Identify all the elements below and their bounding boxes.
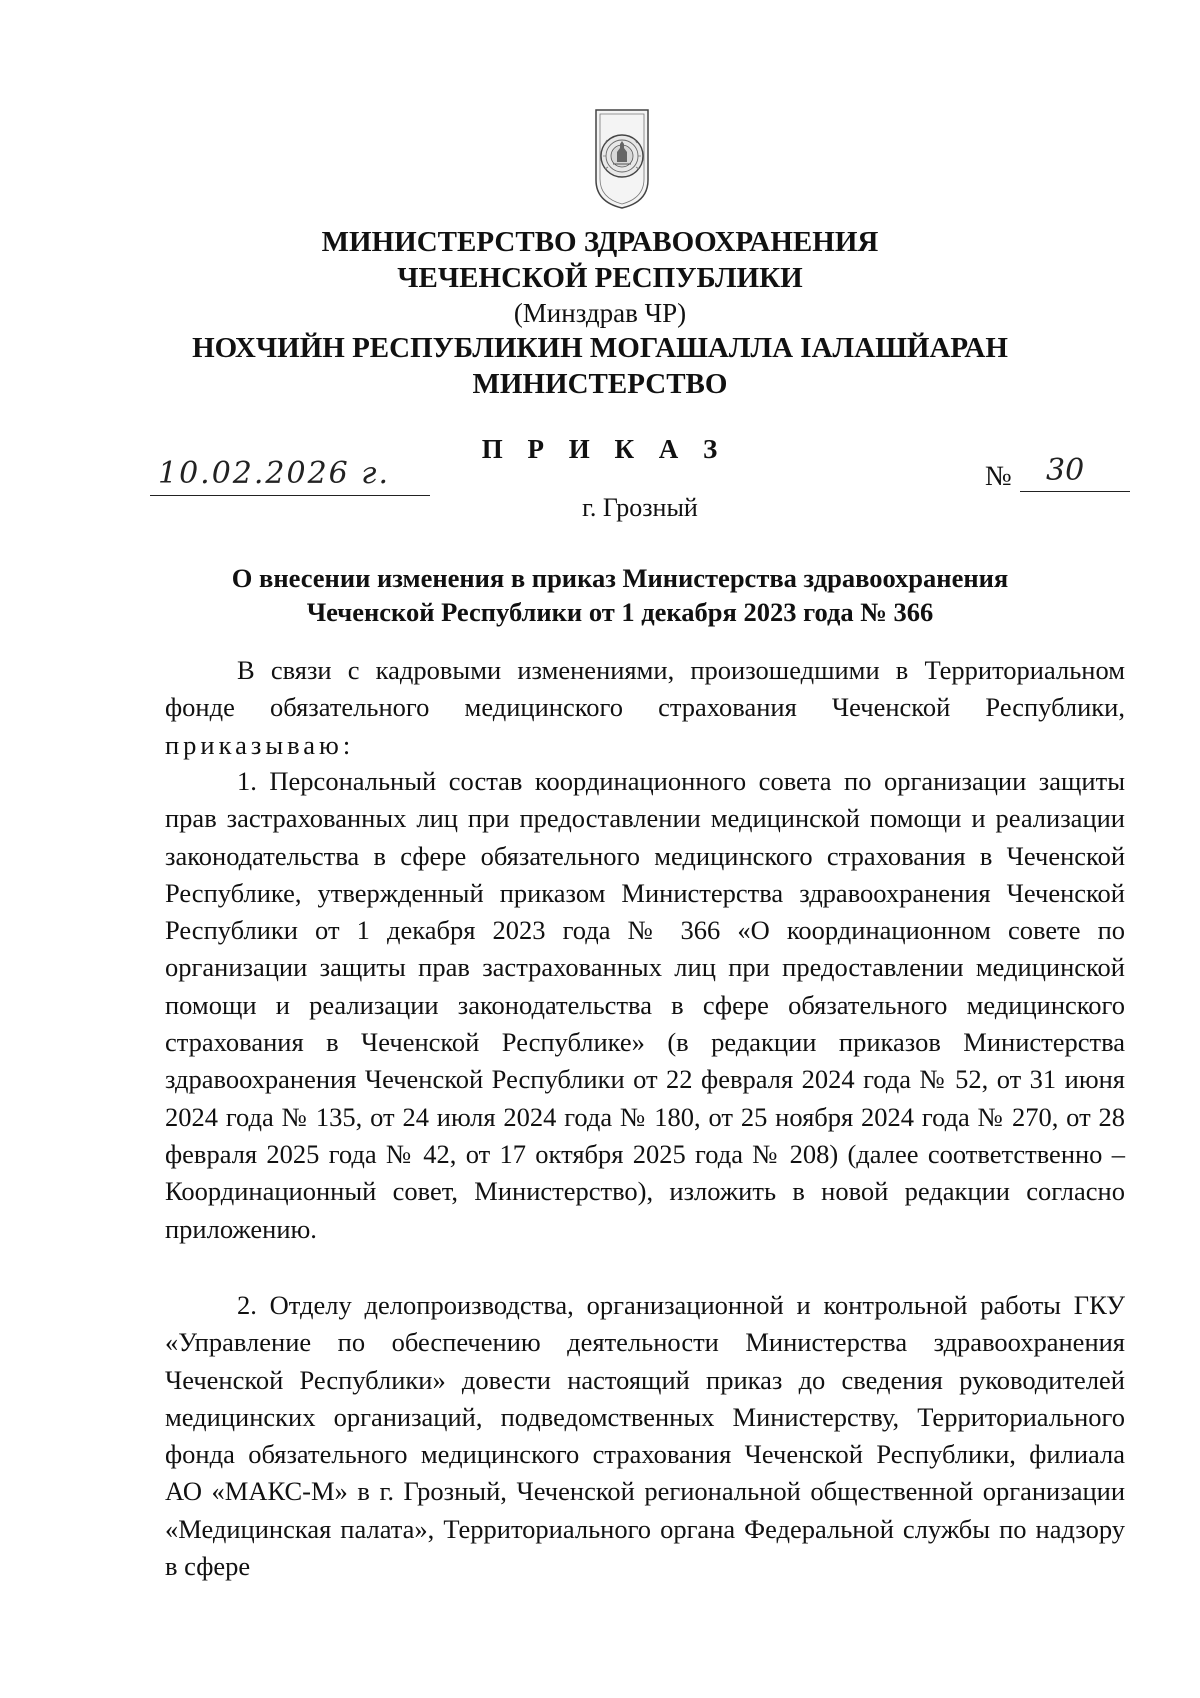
number-label: №: [985, 461, 1012, 492]
paragraph-item-2: 2. Отделу делопроизводства, организационной и контрольной работы ГКУ «Управление по обеспечению деятельности Министерства здравоохранения Чеченской Республики» довести настоящий приказ до сведения руководителей медицинских организаций, подведомственных Министерству, Территориального фонда обязательного медицинского страхования Чеченской Республики, филиала АО «МАКС-М» в г. Грозный, Чеченской региональной общественной организации «Медицинская палата», Территориального органа Федеральной службы по надзору в сфере: [165, 1290, 1125, 1582]
city-name: г. Грозный: [582, 493, 698, 522]
document-type-title: П Р И К А З: [481, 434, 727, 464]
ministry-abbreviation: (Минздрав ЧР): [513, 298, 687, 328]
intro-text: В связи с кадровыми изменениями, произошедшими в Территориальном фонде обязательного медицинского страхования Чеченской Республики,: [165, 655, 1125, 723]
ministry-name-line1: МИНИСТЕРСТВО ЗДРАВООХРАНЕНИЯ: [321, 226, 879, 258]
ministry-chechen-line2: МИНИСТЕРСТВО: [472, 368, 728, 400]
handwritten-date: 10.02.2026 г.: [150, 452, 430, 496]
ministry-chechen-line1: НОХЧИЙН РЕСПУБЛИКИН МОГАШАЛЛА ІАЛАШЙАРАН: [192, 332, 1008, 364]
subject-line2: Чеченской Республики от 1 декабря 2023 года № 366: [306, 597, 934, 627]
order-subject-title: [150, 561, 1090, 629]
paragraph-item-1: 1. Персональный состав координационного совета по организации защиты прав застрахованных лиц при предоставлении медицинской помощи и реализации законодательства в сфере обязательного медицинского страхования в Чеченской Республике, утвержденный приказом Министерства здравоохранения Чеченской Республики от 1 декабря 2023 года № 366 «О координационном совете по организации защиты прав застрахованных лиц при предоставлении медицинской помощи и реализации законодательства в сфере обязательного медицинского страхования в Чеченской Республике» (в редакции приказов Министерства здравоохранения Чеченской Республики от 22 февраля 2024 года № 52, от 31 июня 2024 года № 135, от 24 июля 2024 года № 180, от 25 ноября 2024 года № 270, от 28 февраля 2025 года № 42, от 17 октября 2025 года № 208) (далее соответственно – Координационный совет, Министерство), изложить в новой редакции согласно приложению.: [165, 766, 1125, 1244]
order-word: приказываю: [165, 729, 343, 760]
handwritten-order-number: 30: [1020, 450, 1130, 492]
coat-of-arms-emblem: [593, 108, 651, 210]
ministry-name-line2: ЧЕЧЕНСКОЙ РЕСПУБЛИКИ: [397, 262, 803, 294]
intro-paragraph: [165, 652, 1125, 764]
intro-colon: :: [342, 729, 351, 760]
ministry-name-russian: [0, 224, 1200, 296]
subject-line1: О внесении изменения в приказ Министерства здравоохранения: [231, 563, 1009, 593]
ministry-name-chechen: [0, 330, 1200, 402]
